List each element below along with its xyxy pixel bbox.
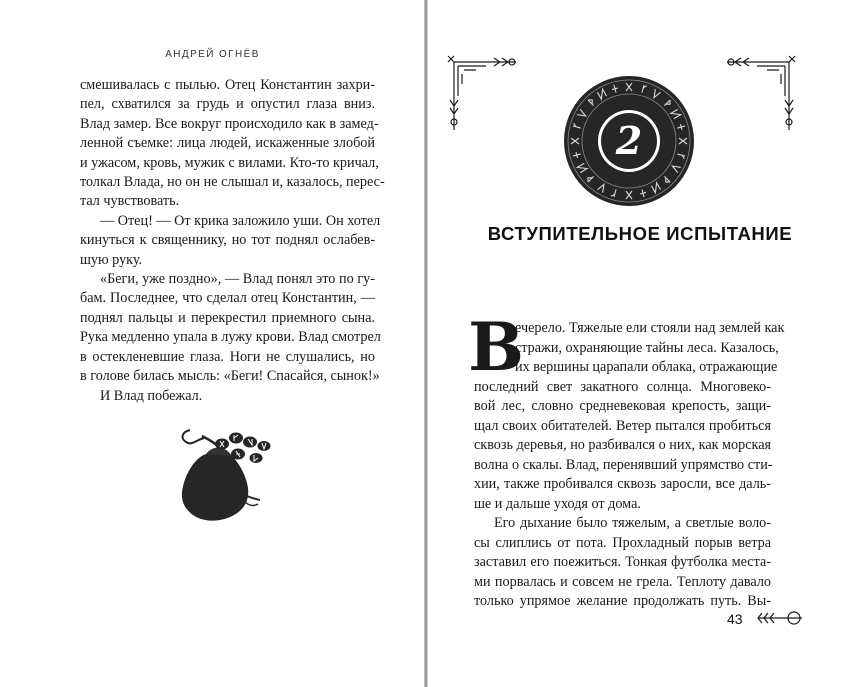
text-line: последний свет закатного солнца. Многовеко- xyxy=(474,378,771,395)
text-line: в остекленевшие глаза. Ноги не слушались, но xyxy=(80,348,375,365)
arrow-corner-ornament-icon xyxy=(719,52,799,134)
text-line: волна о скалы. Влад, перенявший упрямство сти- xyxy=(474,456,773,473)
text-line: сквозь деревья, но разбивался о них, как морская xyxy=(474,437,772,453)
rune-bag-icon xyxy=(176,428,278,526)
text-line: смешивалась с пылью. Отец Константин захри- xyxy=(80,77,375,93)
text-line: тал чувствовать. xyxy=(80,193,180,210)
text-line: кинуться к священнику, но тот поднял ослабев- xyxy=(80,232,375,249)
rune-circle-emblem-icon xyxy=(563,75,695,207)
text-line: только упрямое желание продолжать путь. Вы- xyxy=(474,593,771,609)
text-line: ми порвалась и совсем не грела. Теплоту давало xyxy=(474,573,771,590)
left-page-text xyxy=(80,76,385,406)
text-line: пел, схватился за грудь и опустил глаза вниз. xyxy=(80,96,375,113)
text-line: щал своих обитателей. Ветер пытался пробиться xyxy=(474,417,771,434)
text-line: ленной съемке: лица людей, искаженные злобой xyxy=(80,135,375,152)
svg-text:В: В xyxy=(468,308,524,386)
text-line: Рука медленно упала в лужу крови. Влад смотрел xyxy=(80,329,381,346)
text-line: ше и дальше уходя от дома. xyxy=(474,495,641,512)
text-line: заставил его поежиться. Тонкая футболка места- xyxy=(474,554,771,570)
arrow-circle-ornament-icon xyxy=(756,607,804,629)
text-line: поднял пальцы и перекрестил приемного сына. xyxy=(80,309,375,326)
page-number: 43 xyxy=(727,611,743,627)
text-line: бам. Последнее, что сделал отец Константин, — xyxy=(80,290,375,307)
text-line: в голове билась мысль: «Беги! Спасайся, сынок!» xyxy=(80,368,380,385)
text-line: ечерело. Тяжелые ели стояли над землей как xyxy=(515,320,785,336)
text-line: и ужасом, кровь, мужик с вилами. Кто-то кричал, xyxy=(80,154,379,171)
chapter-number: 2 xyxy=(615,118,643,163)
text-line: Его дыхание было тяжелым, а светлые воло- xyxy=(494,515,771,531)
text-line: хии, также пробивался сквозь заросли, все даль- xyxy=(474,476,771,492)
arrow-corner-ornament-icon xyxy=(444,52,524,134)
text-line: толкал Влада, но он не слышал и, казалось, перес- xyxy=(80,174,385,191)
text-line: И Влад побежал. xyxy=(100,387,203,404)
text-line: — Отец! — От крика заложило уши. Он хотел xyxy=(100,212,381,229)
text-line: «Беги, уже поздно», — Влад понял это по гу- xyxy=(100,271,375,288)
text-line: их вершины царапали облака, отражающие xyxy=(515,359,778,375)
text-line: сы слиплись от пота. Прохладный порыв ветра xyxy=(474,534,771,551)
right-page-text xyxy=(474,319,785,612)
text-line: шую руку. xyxy=(80,251,143,268)
chapter-title: ВСТУПИТЕЛЬНОЕ ИСПЫТАНИЕ xyxy=(487,223,793,244)
text-line: вой лес, словно средневековая крепость, защи- xyxy=(474,398,771,414)
text-line: стражи, охраняющие тайны леса. Казалось, xyxy=(515,339,779,356)
left-page xyxy=(0,0,425,687)
text-line: Влад замер. Все вокруг происходило как в замед- xyxy=(80,115,379,132)
running-head: АНДРЕЙ ОГНЁВ xyxy=(165,49,260,60)
